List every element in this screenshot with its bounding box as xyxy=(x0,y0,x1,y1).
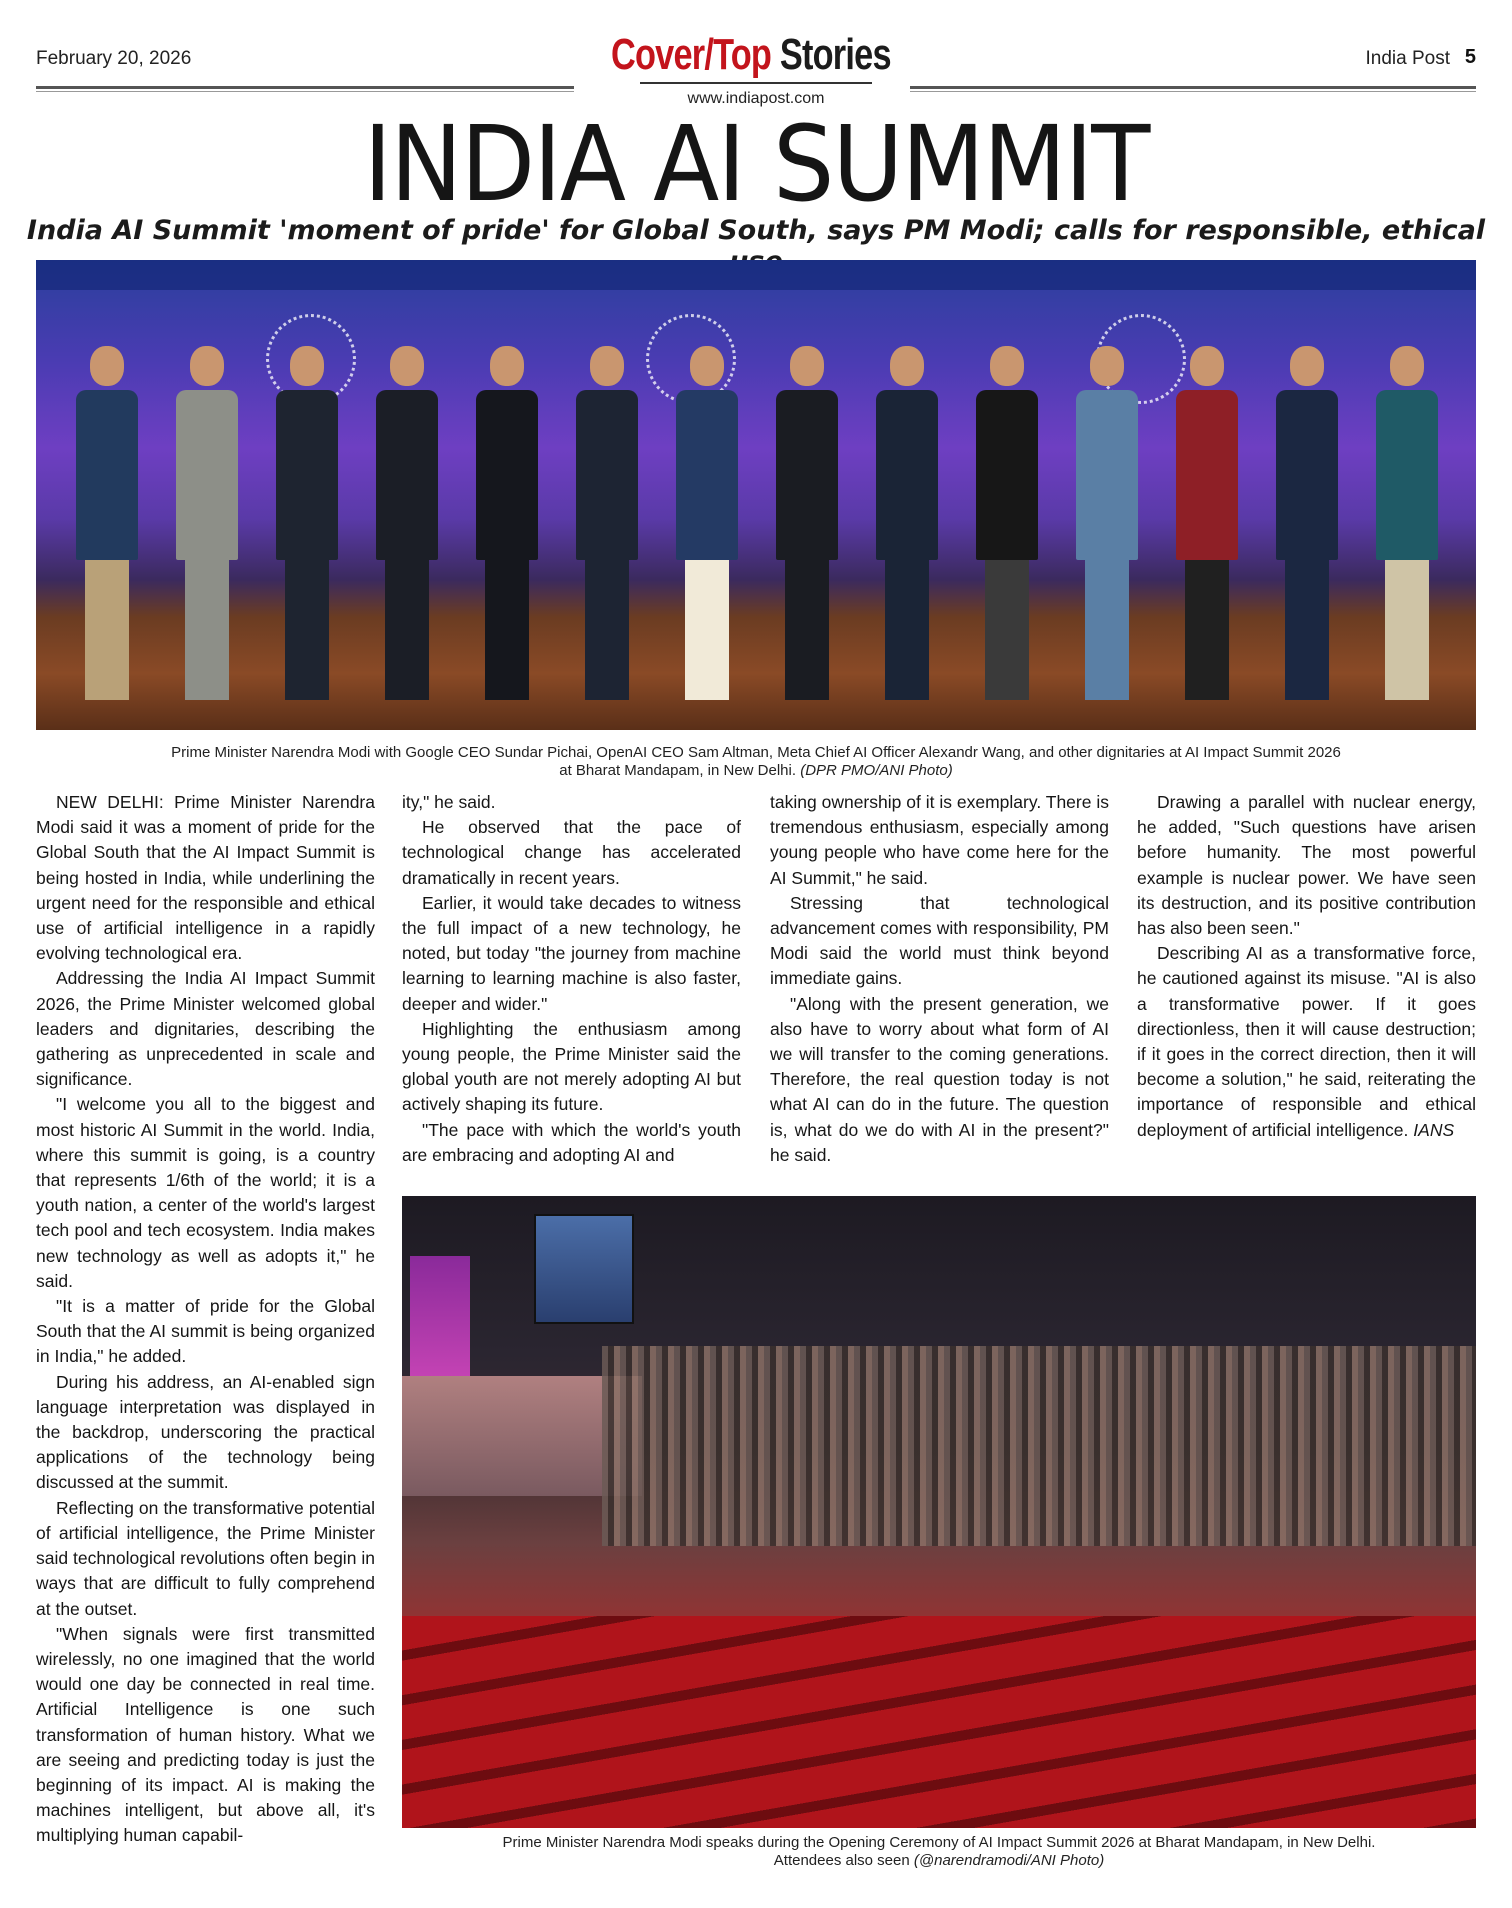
header-rule-right xyxy=(910,86,1476,92)
section-title xyxy=(610,30,891,80)
paragraph: He observed that the pace of technological change has accelerated dramatically in recent years. xyxy=(402,817,741,888)
paragraph: Highlighting the enthusiasm among young people, the Prime Minister said the global youth are not merely adopting AI but actively shaping its future. xyxy=(402,1018,741,1115)
header-rule-left xyxy=(36,86,574,92)
caption-text: Attendees also seen xyxy=(773,1852,910,1869)
photo-credit: (DPR PMO/ANI Photo) xyxy=(800,762,953,779)
paragraph xyxy=(1137,941,1476,1143)
article-column-3 xyxy=(770,790,1109,1168)
publication-name: India Post xyxy=(1365,48,1450,69)
person xyxy=(876,346,938,700)
paragraph-continued: ity," he said. xyxy=(402,792,496,812)
paragraph: Drawing a parallel with nuclear energy, he added, "Such questions have arisen before humanity. The most powerful example is nuclear power. We have seen its destruction, and its positive contribution has also been seen." xyxy=(1137,792,1476,939)
caption-line: Prime Minister Narendra Modi with Google CEO Sundar Pichai, OpenAI CEO Sam Altman, Meta Chief AI Officer Alexandr Wang, and other dignitaries at AI Impact Summit 2026 xyxy=(171,744,1341,761)
auditorium-seats xyxy=(402,1616,1476,1828)
paragraph: "When signals were first transmitted wirelessly, no one imagined that the world would one day be connected in real time. Artificial Intelligence is one such transformation of human history. What we are seeing and predicting today is just the beginning of its impact. AI is making the machines intelligent, but above all, it's multiplying human capabil- xyxy=(36,1623,375,1846)
paragraph: "Along with the present generation, we also have to worry about what form of AI we will transfer to the coming generations. Therefore, the real question today is not what AI can do in the future. The question is, what do we do with AI in the present?" he said. xyxy=(770,993,1109,1165)
person xyxy=(676,346,738,700)
person xyxy=(1076,346,1138,700)
person xyxy=(476,346,538,700)
person xyxy=(776,346,838,700)
audience xyxy=(602,1346,1476,1546)
paragraph: "The pace with which the world's youth are embracing and adopting AI and xyxy=(402,1119,741,1165)
issue-date: February 20, 2026 xyxy=(36,48,192,69)
group-photo-caption xyxy=(36,744,1476,780)
byline-signoff: IANS xyxy=(1413,1119,1455,1140)
person xyxy=(1176,346,1238,700)
person xyxy=(76,346,138,700)
person xyxy=(276,346,338,700)
caption-line xyxy=(36,762,1476,780)
paragraph: Earlier, it would take decades to witness the full impact of a new technology, he noted, but today "the journey from machine learning to learning machine is also faster, deeper and wider." xyxy=(402,892,741,1014)
article-column-1 xyxy=(36,790,375,1849)
paragraph: Reflecting on the transformative potential of artificial intelligence, the Prime Minister said technological revolutions often begin in ways that are difficult to fully comprehend at the outset. xyxy=(36,1497,375,1619)
site-url[interactable]: www.indiapost.com xyxy=(687,90,825,107)
person xyxy=(976,346,1038,700)
article-column-4 xyxy=(1137,790,1476,1143)
paragraph: NEW DELHI: Prime Minister Narendra Modi said it was a moment of pride for the Global South that the AI Impact Summit is being hosted in India, while underlining the urgent need for the responsible and ethical use of artificial intelligence in a rapidly evolving technological era. xyxy=(36,792,375,964)
section-title-part2: Stories xyxy=(779,30,891,79)
paragraph: During his address, an AI-enabled sign language interpretation was displayed in the backdrop, underscoring the practical applications of the technology being discussed at the summit. xyxy=(36,1371,375,1493)
section-title-part1: Cover/Top xyxy=(610,30,772,79)
caption-text: at Bharat Mandapam, in New Delhi. xyxy=(559,762,797,779)
person xyxy=(1276,346,1338,700)
paragraph: "It is a matter of pride for the Global South that the AI summit is being organized in India," he added. xyxy=(36,1296,375,1367)
auditorium-photo xyxy=(402,1196,1476,1828)
group-photo xyxy=(36,260,1476,730)
caption-line xyxy=(402,1852,1476,1870)
paragraph: "I welcome you all to the biggest and most historic AI Summit in the world. India, where this summit is going, is a country that represents 1/6th of the world; it is a youth nation, a center of the world's largest tech pool and tech ecosystem. India makes new technology as well as adopts it," he said. xyxy=(36,1094,375,1291)
url-divider xyxy=(640,82,872,84)
caption-line: Prime Minister Narendra Modi speaks during the Opening Ceremony of AI Impact Summit 2026 at Bharat Mandapam, in New Delhi. xyxy=(502,1834,1376,1851)
article-column-2 xyxy=(402,790,741,1168)
page-number: 5 xyxy=(1464,46,1476,68)
photo-credit: (@narendramodi/ANI Photo) xyxy=(913,1852,1105,1869)
subheadline: India AI Summit 'moment of pride' for Global South, says PM Modi; calls for responsible, ethical xyxy=(26,215,1486,246)
paragraph: Stressing that technological advancement comes with responsibility, PM Modi said the world must think beyond immediate gains. xyxy=(770,892,1109,989)
projection-screen xyxy=(534,1214,634,1324)
paragraph: Addressing the India AI Impact Summit 2026, the Prime Minister welcomed global leaders and dignitaries, describing the gathering as unprecedented in scale and significance. xyxy=(36,968,375,1090)
person xyxy=(576,346,638,700)
paragraph-continued: taking ownership of it is exemplary. There is tremendous enthusiasm, especially among young people who have come here for the AI Summit," he said. xyxy=(770,792,1109,888)
person xyxy=(376,346,438,700)
masthead-headline: INDIA AI SUMMIT xyxy=(363,103,1149,225)
person xyxy=(1376,346,1438,700)
paragraph-text: Describing AI as a transformative force, he cautioned against its misuse. "AI is also a transformative power. If it goes directionless, then it will cause destruction; if it goes in the correct direction, then it will become a solution," he said, reiterating the importance of responsible and ethical deployment of artificial intelligence. xyxy=(1137,943,1476,1140)
person xyxy=(176,346,238,700)
auditorium-photo-caption xyxy=(402,1834,1476,1870)
stage-banner xyxy=(36,260,1476,290)
